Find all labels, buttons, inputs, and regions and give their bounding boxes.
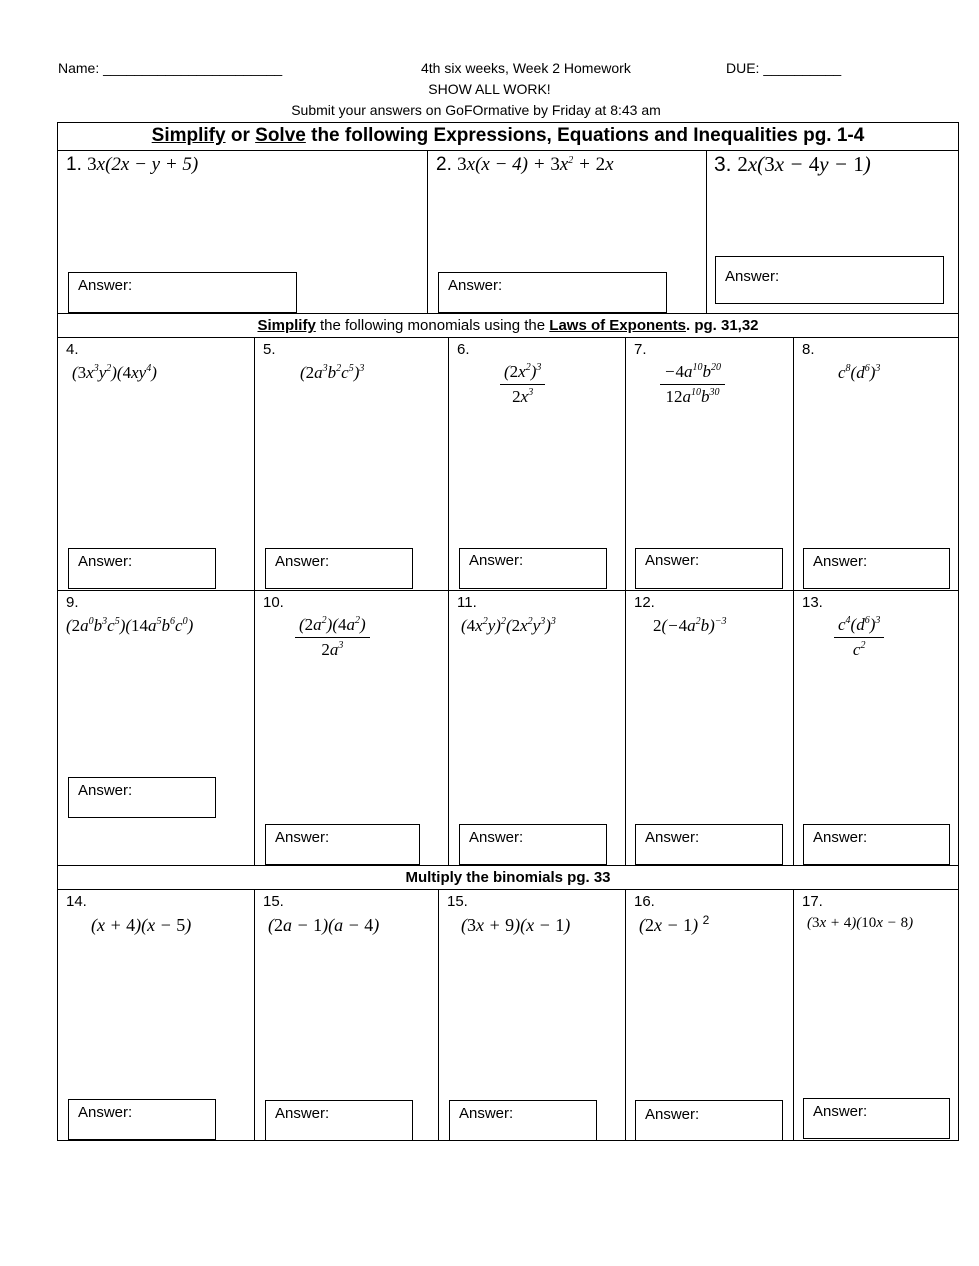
answer-box-17[interactable]: Answer: [803,1098,950,1139]
problem-3: 3. 2x(3x − 4y − 1) [714,152,871,176]
answer-box-1[interactable]: Answer: [68,272,297,313]
problem-5-number: 5. [263,341,276,358]
problem-4-number: 4. [66,341,79,358]
problem-7-expression: $\frac{-4a^{10}b^{20}}{12a^{10}b^{30}}$ [660,362,725,407]
problem-10-number: 10. [263,594,284,611]
answer-box-15b[interactable]: Answer: [449,1100,597,1141]
section-title-monomials: Simplify the following monomials using the Laws of Exponents. pg. 31,32 [257,317,759,334]
show-work-instruction: SHOW ALL WORK! [428,81,551,97]
answer-box-4[interactable]: Answer: [68,548,216,589]
section-title-binomials: Multiply the binomials pg. 33 [405,869,611,886]
answer-box-11[interactable]: Answer: [459,824,607,865]
problem-16-number: 16. [634,893,655,910]
problem-4-expression: $(3x^3y^2)(4xy^4)$ [72,363,157,382]
answer-box-6[interactable]: Answer: [459,548,607,589]
problem-9-expression: $(2a^0b^3c^5)(14a^5b^6c^0)$ [66,616,194,635]
answer-box-2[interactable]: Answer: [438,272,667,313]
assignment-title: 4th six weeks, Week 2 Homework [421,60,631,76]
problem-6-expression: $\frac{(2x^2)^3}{2x^3}$ [500,362,545,407]
problem-11-expression: $(4x^2y)^2(2x^2y^3)^3$ [461,616,556,635]
answer-box-12[interactable]: Answer: [635,824,783,865]
problem-15-number: 15. [263,893,284,910]
problem-13-expression: $\frac{c^4(d^6)^3}{c^2}$ [834,615,884,660]
problem-11-number: 11. [457,594,477,611]
problem-12-number: 12. [634,594,655,611]
problem-7-number: 7. [634,341,647,358]
answer-box-3[interactable]: Answer: [715,256,944,304]
problem-14-number: 14. [66,893,87,910]
problem-15-expression: (2a − 1)(a − 4) [268,915,380,935]
section-title-expressions: Simplify or Solve the following Expressions, Equations and Inequalities pg. 1-4 [151,125,865,146]
problem-8-expression: $c^8(d^6)^3$ [838,363,881,382]
submit-instruction: Submit your answers on GoFOrmative by Friday at 8:43 am [291,102,661,118]
problem-9-number: 9. [66,594,79,611]
answer-box-13[interactable]: Answer: [803,824,950,865]
answer-box-7[interactable]: Answer: [635,548,783,589]
problem-14-expression: (x + 4)(x − 5) [91,915,192,935]
answer-box-14[interactable]: Answer: [68,1099,216,1140]
problem-15b-expression: (3x + 9)(x − 1) [461,915,571,935]
answer-box-16[interactable]: Answer: [635,1100,783,1141]
problem-13-number: 13. [802,594,823,611]
problem-5-expression: $(2a^3b^2c^5)^3$ [300,363,365,382]
problem-6-number: 6. [457,341,470,358]
problem-8-number: 8. [802,341,815,358]
problem-2: 2. $3x(x - 4) + 3x^2 + 2x$ [436,154,614,175]
answer-box-15[interactable]: Answer: [265,1100,413,1141]
due-field-label: DUE: __________ [726,60,842,76]
problem-1: 1. 3x(2x − y + 5) [66,154,199,175]
problem-12-expression: $2(-4a^2b)^{-3}$ [653,616,727,635]
problem-17-number: 17. [802,893,823,910]
expression: 2x(3x − 4y − 1) [737,152,871,176]
answer-box-5[interactable]: Answer: [265,548,413,589]
problem-10-expression: $\frac{(2a^2)(4a^2)}{2a^3}$ [295,615,370,660]
problem-15b-number: 15. [447,893,468,910]
problem-17-expression: (3x + 4)(10x − 8) [807,915,914,931]
answer-box-9[interactable]: Answer: [68,777,216,818]
answer-box-8[interactable]: Answer: [803,548,950,589]
expression: $3x(x - 4) + 3x^2 + 2x$ [457,154,614,175]
problem-16-expression: (2x − 1) $^2$ [639,913,710,935]
answer-box-10[interactable]: Answer: [265,824,420,865]
expression: 3x(2x − y + 5) [87,154,199,175]
name-field-label: Name: _______________________ [58,60,283,76]
